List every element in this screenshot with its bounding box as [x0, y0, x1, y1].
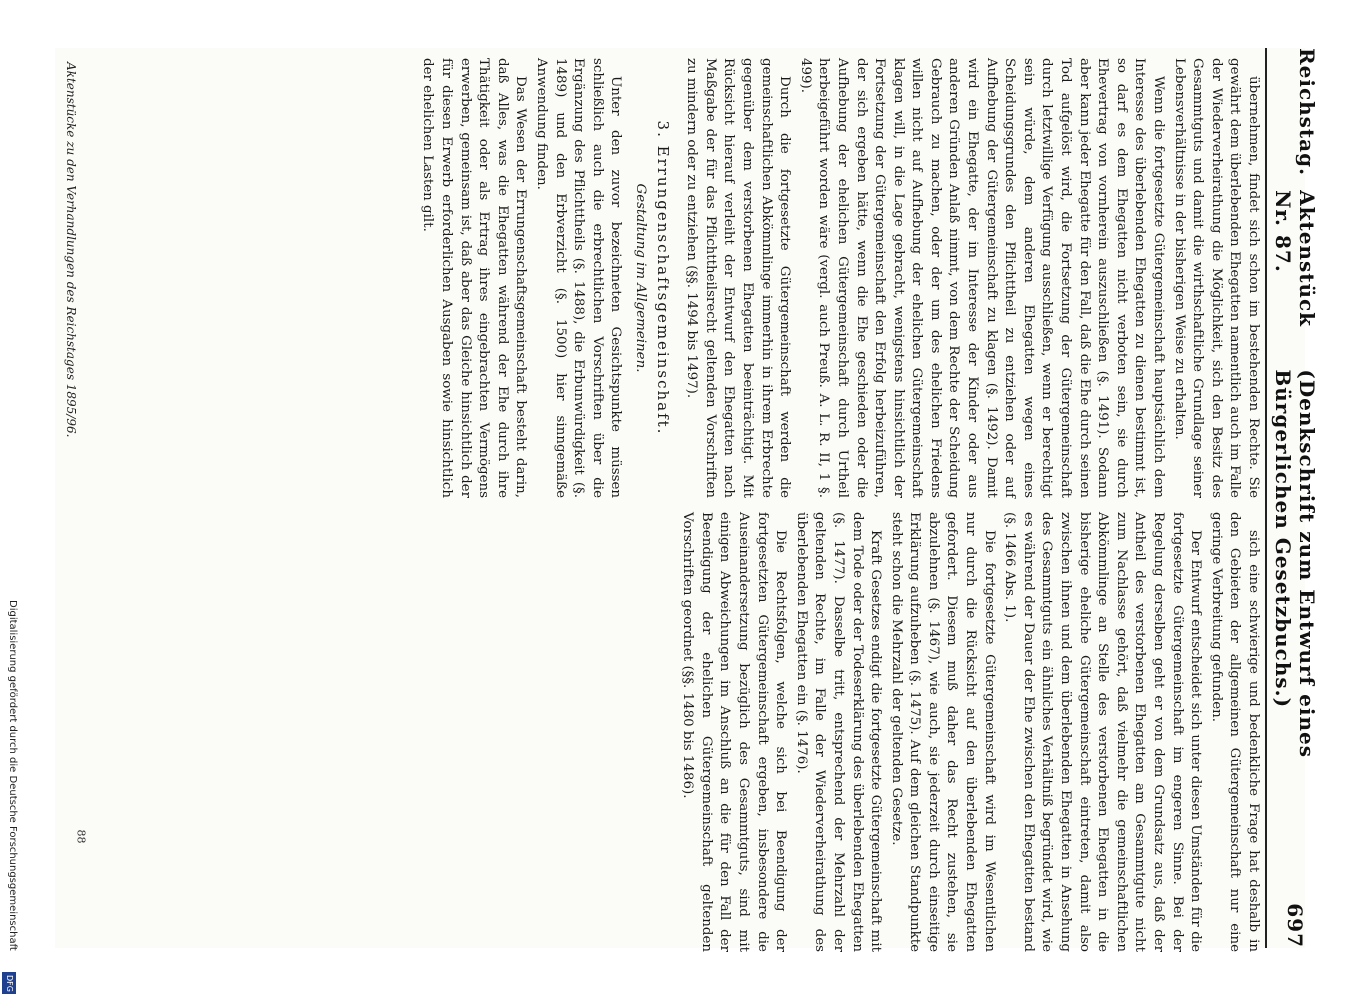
paragraph: Die fortgesetzte Gütergemeinschaft wird im Wesentlichen nur durch die Rücksicht auf den überlebenden Ehegatten gefordert. Diesem muß daher das Recht zustehen, sie abzulehnen (§. 1467), wie auch, sie jederzeit durch einseitige Erklärung aufzuheben (§. 1475). Auf dem gleichen Standpunkte steht schon die Mehrzahl der geltenden Gesetze.: [888, 512, 997, 952]
paragraph: Der Entwurf entscheidet sich unter diesen Umständen für die fortgesetzte Gütergemeinschaft im engeren Sinne. Bei der Regelung derselben geht er von dem Grundsatz aus, daß der Antheil des verstorbenen Ehegatten am Gesammtgute nicht zum Nachlasse gehört, daß vielmehr die gemeinschaftlichen Abkömmlinge an Stelle des verstorbenen Ehegatten in die bisherige eheliche Gütergemeinschaft eintreten, damit also zwischen ihnen und dem überlebenden Ehegatten in Ansehung des Gesammtguts ein ähnliches Verhältniß begründet wird, wie es während der Dauer der Ehe zwischen den Ehegatten bestand (§. 1466 Abs. 1).: [1002, 512, 1204, 952]
header-reichstag: Reichstag.: [1295, 48, 1319, 177]
paragraph: Unter den zuvor bezeichneten Gesichtspunkte müssen schließlich auch die erbrechtlichen Vorschriften über die Ergänzung des Pflichttheils (§. 1488), die Erbunwürdigkeit (§. 1489) und den Erbverzicht (§. 1500) hier sinngemäße Anwendung finden.: [534, 58, 624, 498]
dfg-logo-icon: DFG: [2, 972, 16, 994]
footer-page-number: 88: [74, 829, 88, 844]
header-aktenstueck: Aktenstück Nr. 87.: [1271, 190, 1319, 328]
paragraph: Wenn die fortgesetzte Gütergemeinschaft hauptsächlich dem Interesse des überlebenden Ehegatten zu dienen bestimmt ist, so darf es dem Ehegatten nicht verboten sein, sie durch Ehevertrag von vornherein auszuschließen (§. 1491). Sodann aber kann jeder Ehegatte für den Fall, daß die Ehe durch seinen Tod aufgelöst wird, die Fortsetzung der Gütergemeinschaft durch letztwillige Verfügung ausschließen, wenn er berechtigt sein würde, dem anderen Ehegatten wegen eines Scheidungsgrundes den Pflichttheil zu entziehen oder auf Aufhebung der Gütergemeinschaft zu klagen (§. 1492). Damit wird ein Ehegatte, der im Interesse der Kinder oder aus anderen Gründen Anlaß nimmt, von dem Rechte der Scheidung Gebrauch zu machen, oder der um des ehelichen Friedens willen nicht auf Aufhebung der ehelichen Gütergemeinschaft klagen will, in die Lage gebracht, wenigstens hinsichtlich der Fortsetzung der Gütergemeinschaft den Erfolg herbeizuführen, der sich ergeben hätte, wenn die Ehe geschieden oder die Aufhebung der ehelichen Gütergemeinschaft durch Urtheil herbeigeführt worden wäre (vergl. auch Preuß. A. L. R. II, 1 §. 499).: [797, 58, 1167, 498]
footnote-text: Aktenstücke zu den Verhandlungen des Reichstages 1895/96.: [64, 62, 78, 438]
text-column-right: [102, 58, 1262, 498]
section-subheading: Gestaltung im Allgemeinen.: [633, 183, 648, 373]
paragraph: Kraft Gesetzes endigt die fortgesetzte Gütergemeinschaft mit dem Tode oder der Todeserklärung des überlebenden Ehegatten (§. 1477). Dasselbe tritt, entsprechend der Mehrzahl der geltenden Rechte, im Falle der Wiederverheirathung des überlebenden Ehegatten ein (§. 1476).: [793, 512, 884, 952]
paragraph: Durch die fortgesetzte Gütergemeinschaft werden die gemeinschaftlichen Abkömmlinge immerhin in ihrem Erbrechte gegenüber dem verstorbenen Ehegatten beeinträchtigt. Mit Rücksicht hierauf verleiht der Entwurf den Ehegatten nach Maßgabe der für das Pflichttheilsrecht geltenden Vorschriften zu mindern oder zu entziehen (§§. 1494 bis 1497).: [684, 58, 793, 498]
header-title: (Denkschrift zum Entwurf eines Bürgerlichen Gesetzbuchs.): [1271, 369, 1319, 758]
text-column-left: [102, 512, 1262, 952]
page-number: 697: [1283, 903, 1307, 948]
section-heading: 3. Errungenschaftsgemeinschaft.: [653, 120, 672, 436]
page-header: [1271, 48, 1319, 948]
paragraph: Das Wesen der Errungenschaftsgemeinschaft besteht darin, daß Alles, was die Ehegatten während der Ehe durch ihre Thätigkeit oder als Ertrag ihres eingebrachten Vermögens erwerben, gemeinsam ist, daß aber das Gleiche hinsichtlich der für diesen Erwerb erforderlichen Ausgaben sowie hinsichtlich der ehelichen Lasten gilt.: [420, 58, 529, 498]
paragraph: sich eine schwierige und bedenkliche Frage hat deshalb in den Gebieten der allgemeinen Gütergemeinschaft nur eine geringe Verbreitung gefunden.: [1208, 512, 1261, 952]
paragraph: übernehmen, findet sich schon im bestehenden Rechte. Sie gewährt dem überlebenden Ehegatten namentlich auch im Falle der Wiederverheirathung die Möglichkeit, sich den Besitz des Gesammtguts und damit die wirthschaftliche Grundlage seiner Lebensverhältnisse in der bisherigen Weise zu erhalten.: [1171, 58, 1261, 498]
digitization-credit: [4, 600, 20, 1000]
footnote: [58, 62, 78, 622]
header-rule: [1265, 48, 1267, 948]
credit-text: Digitalisierung gefördert durch die Deutsche Forschungsgemeinschaft: [7, 600, 18, 951]
paragraph: Die Rechtsfolgen, welche sich bei Beendigung der fortgesetzten Gütergemeinschaft ergeben, insbesondere die Auseinandersetzung bezüglich des Gesammtguts, sind mit einigen Abweichungen im Anschluß an die für den Fall der Beendigung der ehelichen Gütergemeinschaft geltenden Vorschriften geordnet (§§. 1480 bis 1486).: [680, 512, 789, 952]
